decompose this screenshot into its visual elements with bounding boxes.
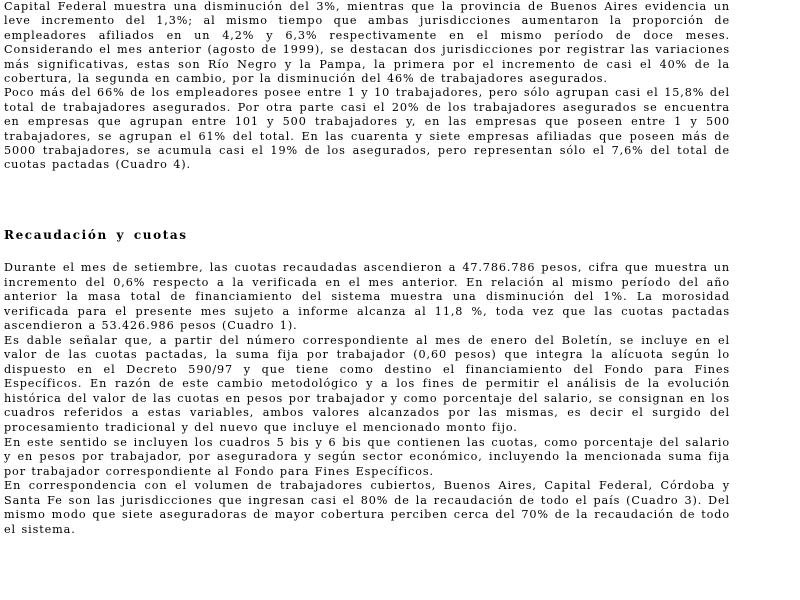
- paragraph-jurisdictions: Capital Federal muestra una disminución del 3%, mientras que la provincia de Buenos Aires evidencia un leve incremento del 1,3%; al mismo tiempo que ambas jurisdicciones aumentaron la proporción de empleadores afiliados en un 4,2% y 6,3% respectivamente en el mismo período de doce meses. Considerando el mes anterior (agosto de 1999), se destacan dos jurisdicciones por registrar las variaciones más significativas, estas son Río Negro y la Pampa, la primera por el incremento de casi el 40% de la cobertura, la segunda en cambio, por la disminución del 46% de trabajadores asegurados.: [4, 0, 730, 86]
- paragraph-methodology: Es dable señalar que, a partir del número correspondiente al mes de enero del Boletín, se incluye en el valor de las cuotas pactadas, la suma fija por trabajador (0,60 pesos) que integra la alícuota según lo dispuesto en el Decreto 590/97 y que tiene como destino el financiamiento del Fondo para Fines Específicos. En razón de este cambio metodológico y a los fines de permitir el análisis de la evolución histórica del valor de las cuotas en pesos por trabajador y como porcentaje del salario, se consignan en los cuadros referidos a estas variables, ambos valores alcanzados por las mismas, es decir el surgido del procesamiento tradicional y del nuevo que incluye el mencionado monto fijo.: [4, 333, 730, 435]
- section-heading: Recaudación y cuotas: [4, 228, 188, 242]
- text-block-collection: [4, 261, 730, 537]
- paragraph-collected-fees: Durante el mes de setiembre, las cuotas recaudadas ascendieron a 47.786.786 pesos, cifra que muestra un incremento del 0,6% respecto a la verificada en el mes anterior. En relación al mismo período del año anterior la masa total de financiamiento del sistema muestra una disminución del 1%. La morosidad verificada para el presente mes sujeto a informe alcanza al 11,8 %, toda vez que las cuotas pactadas ascendieron a 53.426.986 pesos (Cuadro 1).: [4, 261, 730, 333]
- paragraph-tables-bis: En este sentido se incluyen los cuadros 5 bis y 6 bis que contienen las cuotas, como porcentaje del salario y en pesos por trabajador, por aseguradora y según sector económico, incluyendo la mencionada suma fija por trabajador correspondiente al Fondo para Fines Específicos.: [4, 435, 730, 478]
- paragraph-regional-share: En correspondencia con el volumen de trabajadores cubiertos, Buenos Aires, Capital Federal, Córdoba y Santa Fe son las jurisdicciones que ingresan casi el 80% de la recaudación de todo el país (Cuadro 3). Del mismo modo que siete aseguradoras de mayor cobertura perciben cerca del 70% de la recaudación de todo el sistema.: [4, 479, 730, 536]
- text-block-coverage: [4, 0, 730, 173]
- paragraph-employers: Poco más del 66% de los empleadores posee entre 1 y 10 trabajadores, pero sólo agrupan casi el 15,8% del total de trabajadores asegurados. Por otra parte casi el 20% de los trabajadores asegurados se encuentra en empresas que agrupan entre 101 y 500 trabajadores y, en las empresas que poseen entre 1 y 500 trabajadores, se agrupan el 61% del total. En las cuarenta y siete empresas afiliadas que poseen más de 5000 trabajadores, se acumula casi el 19% de los asegurados, pero representan sólo el 7,6% del total de cuotas pactadas (Cuadro 4).: [4, 86, 730, 172]
